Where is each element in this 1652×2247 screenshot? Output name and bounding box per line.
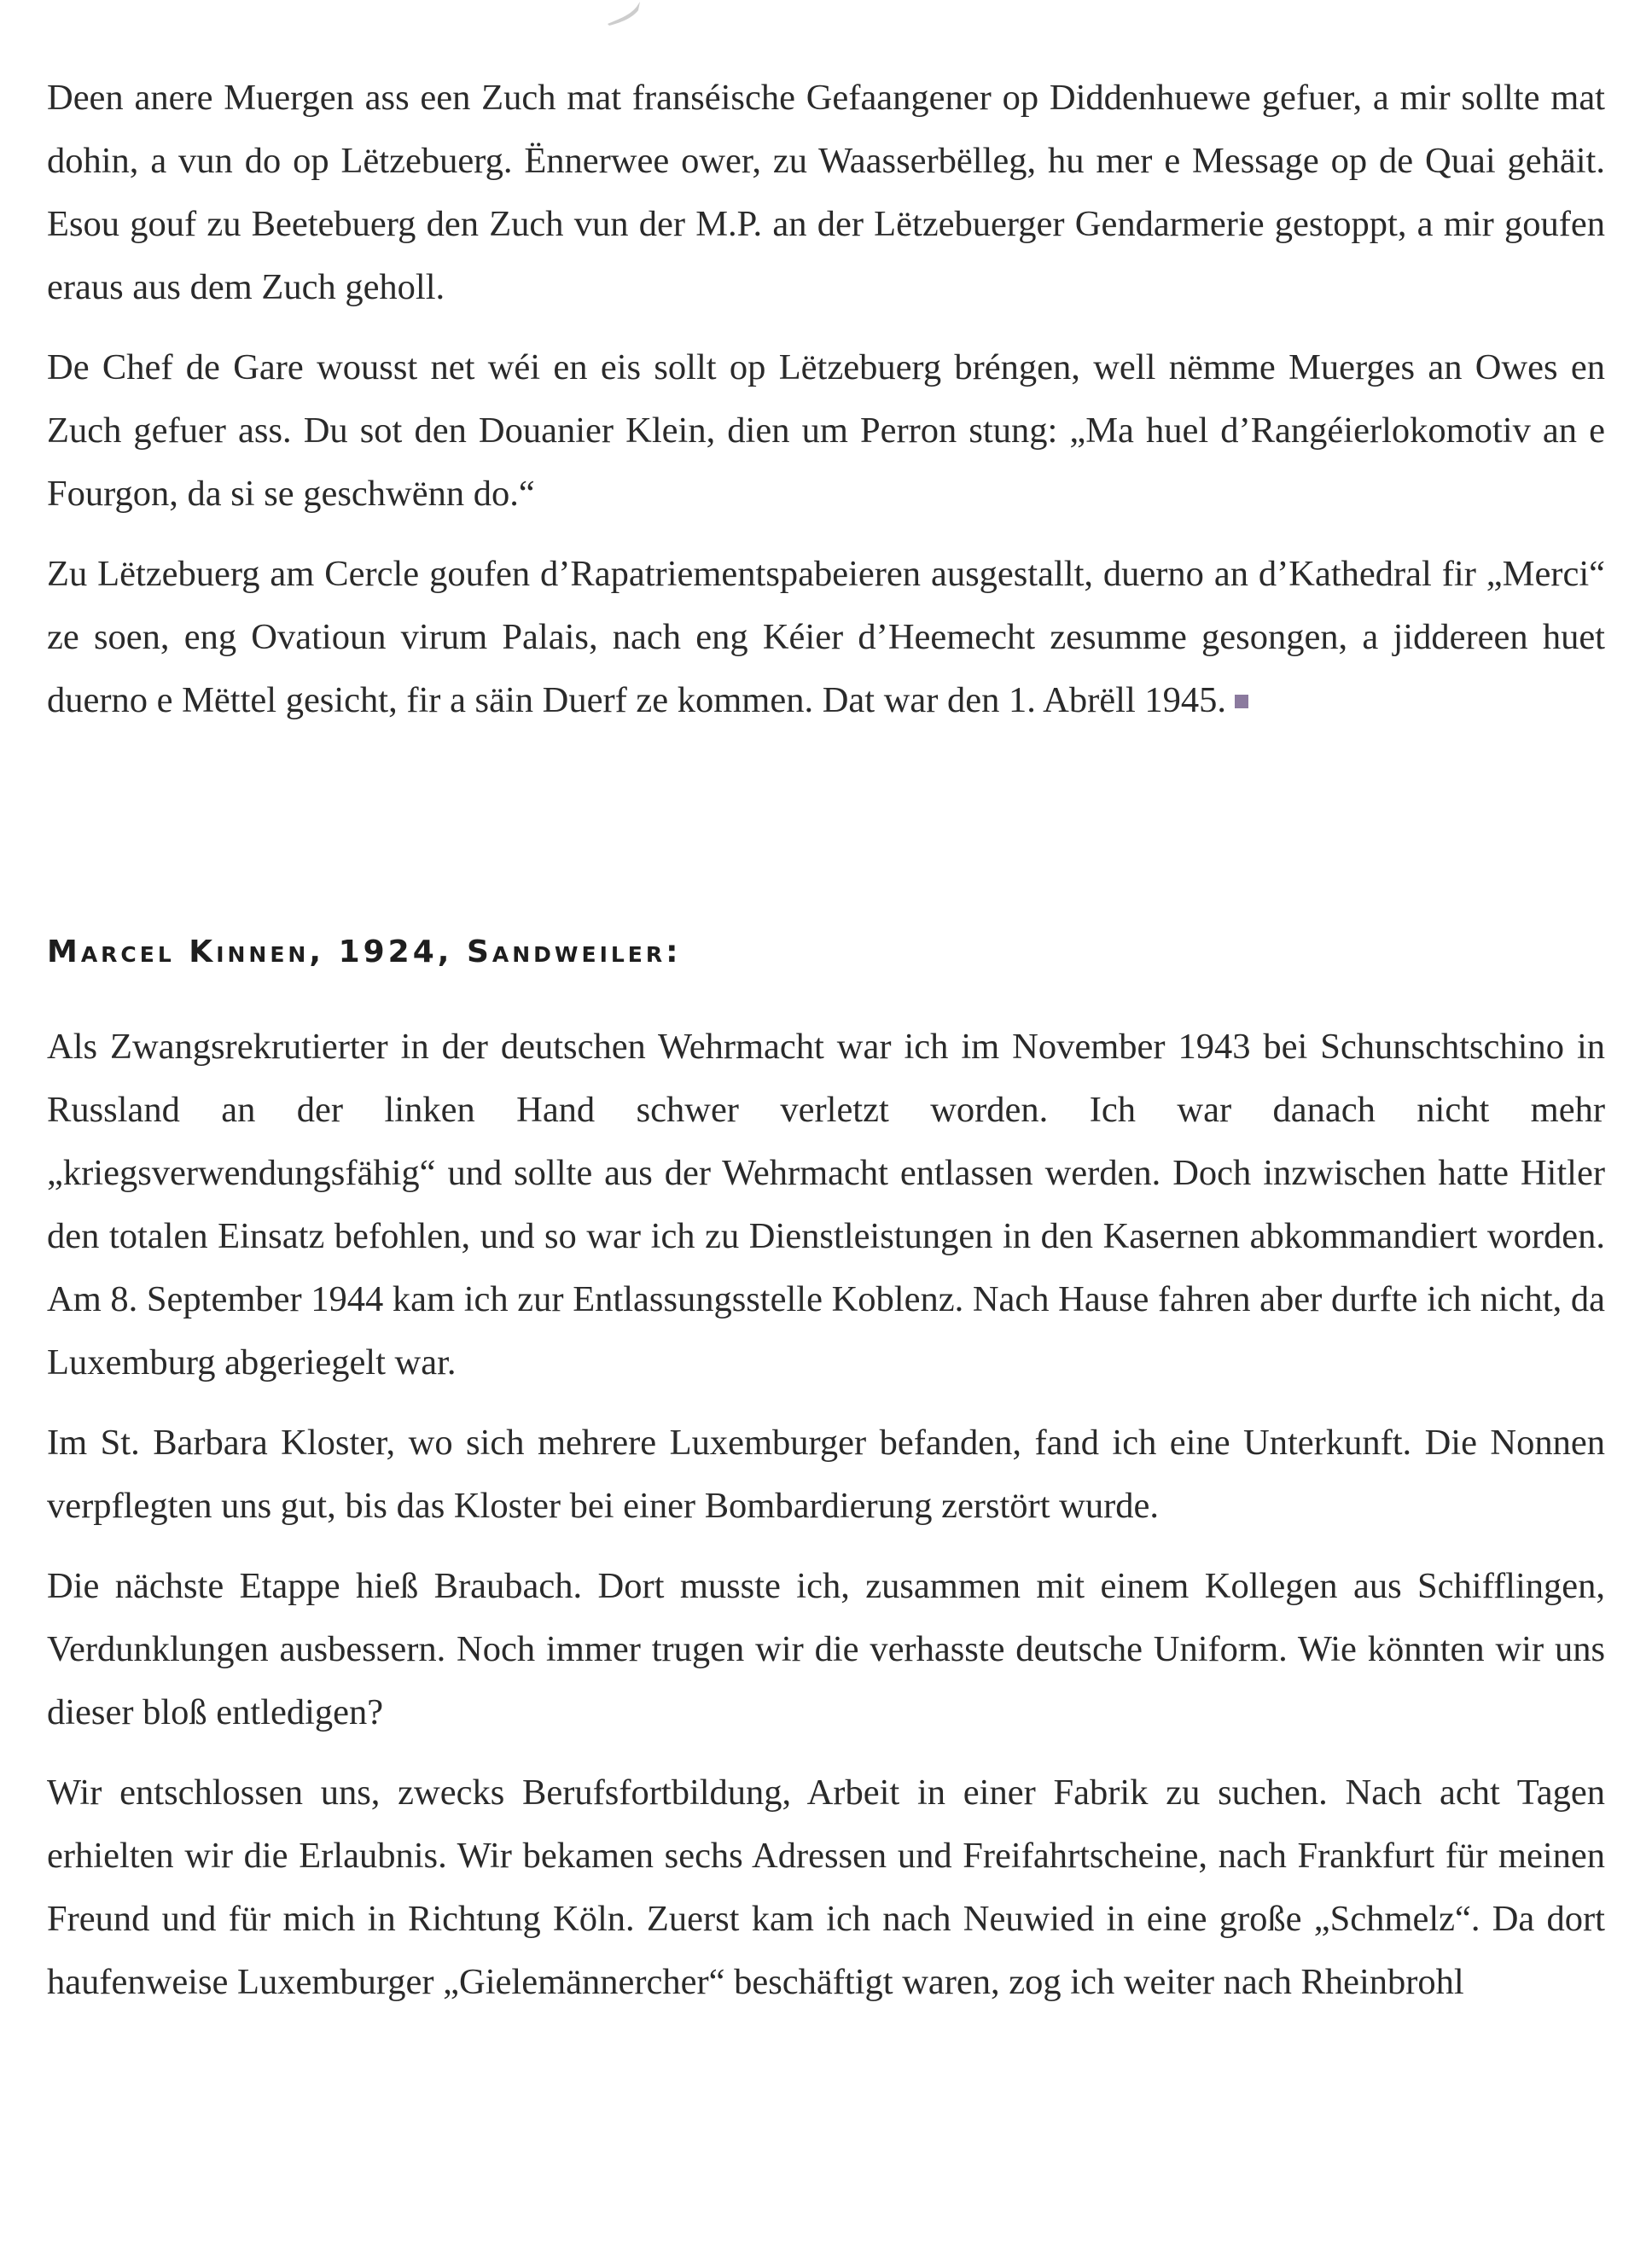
paragraph-4: Als Zwangsrekrutierter in der deutschen Wehrmacht war ich im November 1943 bei Schunschtschino in Russland an der linken Hand schwer verletzt worden. Ich war danach nicht mehr „kriegsverwendungsfähig“ und sollte aus der Wehrmacht entlassen werden. Doch inzwischen hatte Hitler den totalen Einsatz befohlen, und so war ich zu Dienstleistungen in den Kasernen abkommandiert worden. Am 8. September 1944 kam ich zur Entlassungsstelle Koblenz. Nach Hause fahren aber durfte ich nicht, da Luxemburg abgeriegelt war. (47, 1027, 1605, 1383)
scan-artifact-mark (604, 0, 651, 27)
paragraph-6: Die nächste Etappe hieß Braubach. Dort musste ich, zusammen mit einem Kollegen aus Schifflingen, Verdunklungen ausbessern. Noch immer trugen wir die verhasste deutsche Uniform. Wie könnten wir uns dieser bloß entledigen? (47, 1566, 1605, 1732)
paragraph-1: Deen anere Muergen ass een Zuch mat franséische Gefaangener op Diddenhuewe gefuer, a mir sollte mat dohin, a vun do op Lëtzebuerg. Ënnerwee ower, zu Waasserbëlleg, hu mer e Message op de Quai gehäit. Esou gouf zu Beetebuerg den Zuch vun der M.P. an der Lëtzebuerger Gendarmerie gestoppt, a mir goufen eraus aus dem Zuch geholl. (47, 78, 1605, 307)
paragraph-3 (47, 543, 1605, 732)
paragraph-7: Wir entschlossen uns, zwecks Berufsfortbildung, Arbeit in einer Fabrik zu suchen. Nach acht Tagen erhielten wir die Erlaubnis. Wir bekamen sechs Adressen und Freifahrtscheine, nach Frankfurt für meinen Freund und für mich in Richtung Köln. Zuerst kam ich nach Neuwied in eine große „Schmelz“. Da dort haufenweise Luxemburger „Gielemännercher“ beschäftigt waren, zog ich weiter nach Rheinbrohl (47, 1773, 1605, 2002)
end-of-article-square-icon (1235, 695, 1248, 708)
section-1 (47, 67, 1605, 749)
paragraph-5: Im St. Barbara Kloster, wo sich mehrere Luxemburger befanden, fand ich eine Unterkunft. Die Nonnen verpflegten uns gut, bis das Kloster bei einer Bombardierung zerstört wurde. (47, 1423, 1605, 1526)
paragraph-2: De Chef de Gare wousst net wéi en eis sollt op Lëtzebuerg bréngen, well nëmme Muerges an Owes en Zuch gefuer ass. Du sot den Douanier Klein, dien um Perron stung: „Ma huel d’Rangéierlokomotiv an e Fourgon, da si se geschwënn do.“ (47, 347, 1605, 514)
paragraph-3-text: Zu Lëtzebuerg am Cercle goufen d’Rapatriementspabeieren ausgestallt, duerno an d’Kathedral fir „Merci“ ze soen, eng Ovatioun virum Palais, nach eng Kéier d’Heemecht zesumme gesongen, a jiddereen huet duerno e Mëttel gesicht, fir a säin Duerf ze kommen. Dat war den 1. Abrëll 1945. (47, 554, 1605, 720)
section-2 (47, 1016, 1605, 2031)
section-heading: Marcel Kinnen, 1924, Sandweiler: (47, 934, 682, 969)
